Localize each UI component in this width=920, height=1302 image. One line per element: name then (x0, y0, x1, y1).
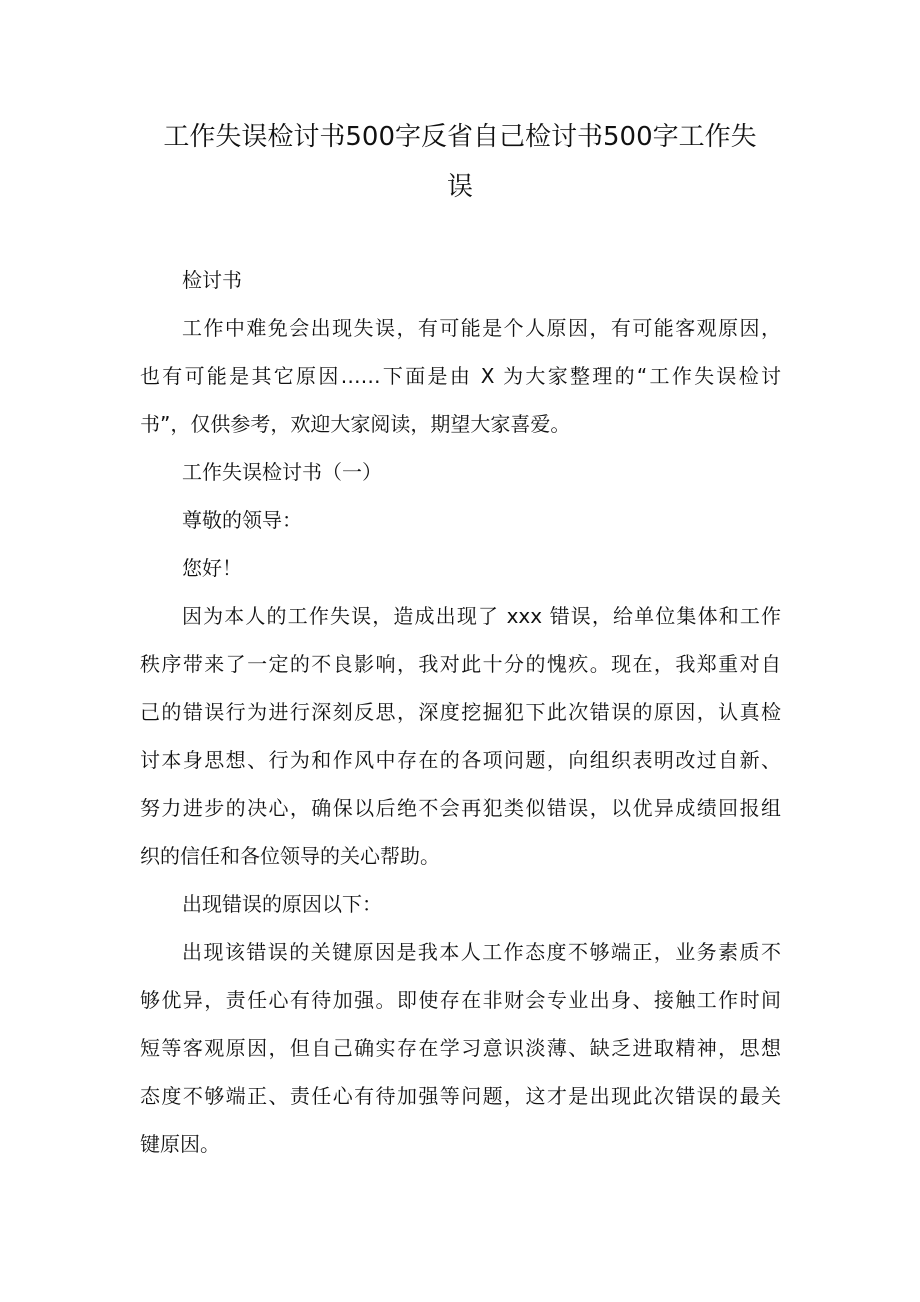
paragraph (140, 592, 781, 880)
paragraph-line: 出现错误的原因以下： (182, 892, 382, 916)
paragraph-line: 因为本人的工作失误，造成出现了 xxx 错误，给单位集体和工作 (182, 604, 781, 628)
title-line: 工作失误检讨书500字反省自己检讨书500字工作失 (163, 122, 757, 152)
paragraph-line: 够优异，责任心有待加强。即使存在非财会专业出身、接触工作时间 (140, 988, 781, 1012)
paragraph-line: 出现该错误的关键原因是我本人工作态度不够端正，业务素质不 (182, 940, 781, 964)
paragraph-line: 工作失误检讨书（一） (182, 460, 382, 484)
paragraph-line: 短等客观原因，但自己确实存在学习意识淡薄、缺乏进取精神，思想 (140, 1036, 781, 1060)
paragraph (140, 496, 781, 544)
paragraph-line: 织的信任和各位领导的关心帮助。 (140, 844, 440, 868)
paragraph (140, 256, 781, 304)
paragraph-line: 己的错误行为进行深刻反思，深度挖掘犯下此次错误的原因，认真检 (140, 700, 781, 724)
paragraph (140, 544, 781, 592)
document-title (100, 112, 820, 212)
paragraph (140, 304, 781, 448)
paragraph-line: 也有可能是其它原因……下面是由 X 为大家整理的“工作失误检讨 (140, 364, 781, 388)
paragraph-line: 键原因。 (140, 1132, 220, 1156)
paragraph-line: 态度不够端正、责任心有待加强等问题，这才是出现此次错误的最关 (140, 1084, 781, 1108)
paragraph-line: 工作中难免会出现失误，有可能是个人原因，有可能客观原因， (182, 316, 781, 340)
document-body (140, 256, 781, 1168)
paragraph-line: 您好！ (182, 556, 242, 580)
paragraph-line: 努力进步的决心，确保以后绝不会再犯类似错误，以优异成绩回报组 (140, 796, 781, 820)
paragraph (140, 880, 781, 928)
paragraph-line: 书”，仅供参考，欢迎大家阅读，期望大家喜爱。 (140, 412, 571, 436)
paragraph (140, 928, 781, 1168)
paragraph-line: 检讨书 (182, 268, 242, 292)
title-line: 误 (446, 172, 473, 202)
paragraph (140, 448, 781, 496)
paragraph-line: 秩序带来了一定的不良影响，我对此十分的愧疚。现在，我郑重对自 (140, 652, 781, 676)
paragraph-line: 尊敬的领导： (182, 508, 302, 532)
paragraph-line: 讨本身思想、行为和作风中存在的各项问题，向组织表明改过自新、 (140, 748, 781, 772)
